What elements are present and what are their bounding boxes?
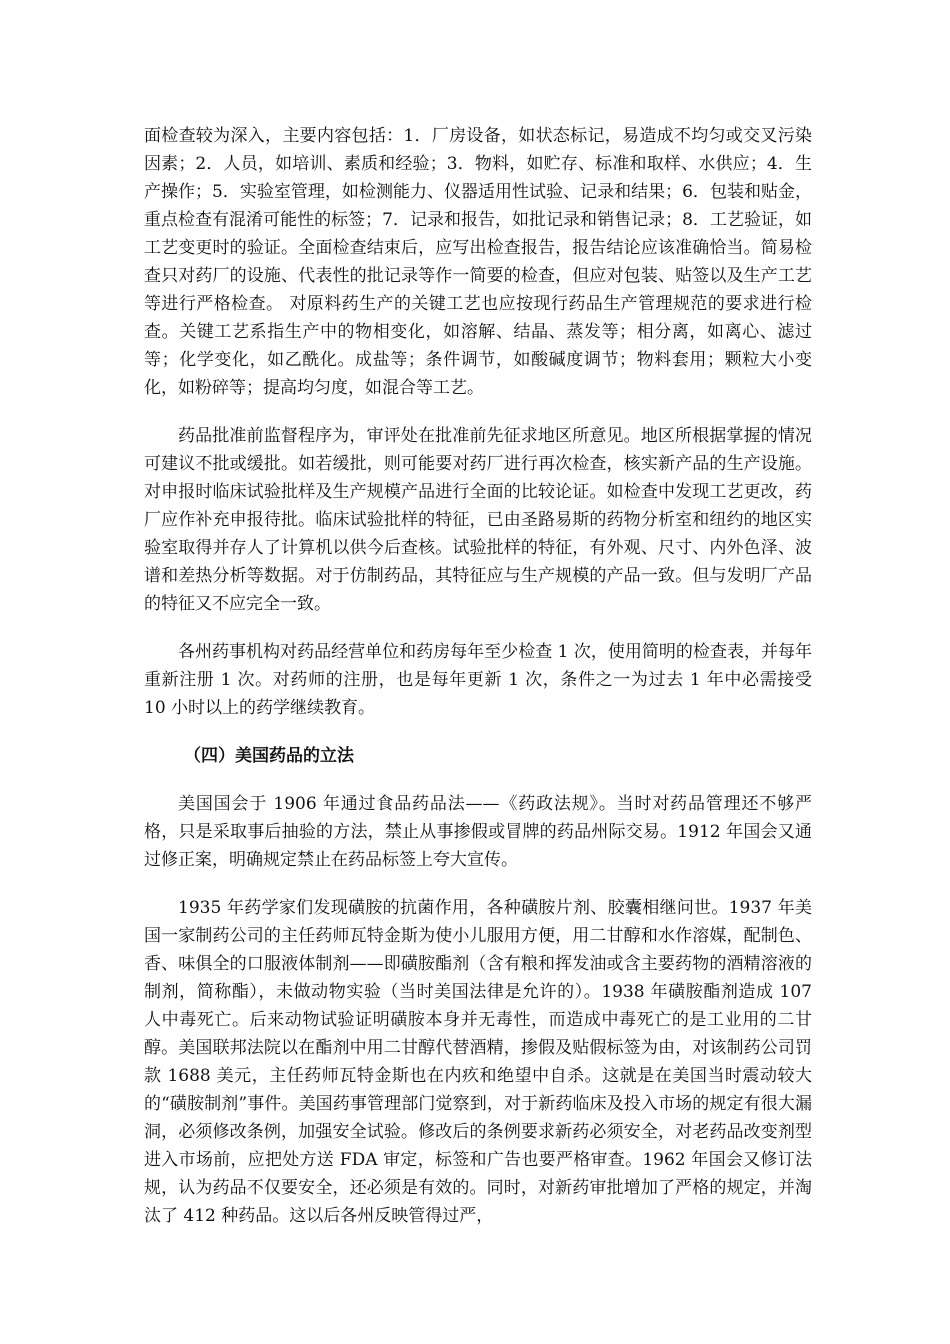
paragraph-sulfanilamide-incident: 1935 年药学家们发现磺胺的抗菌作用，各种磺胺片剂、胶囊相继问世。1937 年美国一家制药公司的主任药师瓦特金斯为使小儿服用方便，用二甘醇和水作溶媒，配制色、香、味俱全的口服液体制剂——即磺胺酯剂（含有粮和挥发油或含主要药物的酒精溶液的制剂，简称酯），未做动物实验（当时美国法律是允许的）。1938 年磺胺酯剂造成 107 人中毒死亡。后来动物试验证明磺胺本身并无毒性，而造成中毒死亡的是工业用的二甘醇。美国联邦法院以在酯剂中用二甘醇代替酒精，掺假及贴假标签为由，对该制药公司罚款 1688 美元，主任药师瓦特金斯也在内疚和绝望中自杀。这就是在美国当时震动较大的“磺胺制剂”事件。美国药事管理部门觉察到，对于新药临床及投入市场的规定有很大漏洞，必须修改条例，加强安全试验。修改后的条例要求新药必须安全，对老药品改变剂型进入市场前，应把处方送 FDA 审定，标签和广告也要严格审查。1962 年国会又修订法规，认为药品不仅要安全，还必须是有效的。同时，对新药审批增加了严格的规定，并淘汰了 412 种药品。这以后各州反映管得过严， xyxy=(144,898,812,1226)
paragraph-pre-approval-procedure: 药品批准前监督程序为，审评处在批准前先征求地区所意见。地区所根据掌握的情况可建议不批或缓批。如若缓批，则可能要对药厂进行再次检查，核实新产品的生产设施。对申报时临床试验批样及生产规模产品进行全面的比较论证。如检查中发现工艺更改，药厂应作补充申报待批。临床试验批样的特征，已由圣路易斯的药物分析室和纽约的地区实验室取得并存人了计算机以供今后查核。试验批样的特征，有外观、尺寸、内外色泽、波谱和差热分析等数据。对于仿制药品，其特征应与生产规模的产品一致。但与发明厂产品的特征又不应完全一致。 xyxy=(144,426,812,614)
document-body xyxy=(144,122,812,1230)
paragraph-state-inspection: 各州药事机构对药品经营单位和药房每年至少检查 1 次，使用简明的检查表，并每年重新注册 1 次。对药师的注册，也是每年更新 1 次，条件之一为过去 1 年中必需接受 10 小时以上的药学继续教育。 xyxy=(144,642,812,718)
section-heading-us-drug-legislation: （四）美国药品的立法 xyxy=(184,746,354,766)
paragraph-inspection-details: 面检查较为深入，主要内容包括：1．厂房设备，如状态标记，易造成不均匀或交叉污染因素；2．人员，如培训、素质和经验；3．物料，如贮存、标准和取样、水供应；4．生产操作；5．实验室管理，如检测能力、仪器适用性试验、记录和结果；6．包装和贴金，重点检查有混淆可能性的标签；7．记录和报告，如批记录和销售记录；8．工艺验证，如工艺变更时的验证。全面检查结束后，应写出检查报告，报告结论应该准确恰当。简易检查只对药厂的设施、代表性的批记录等作一简要的检查，但应对包装、贴签以及生产工艺等进行严格检查。 对原料药生产的关键工艺也应按现行药品生产管理规范的要求进行检查。关键工艺系指生产中的物相变化，如溶解、结晶、蒸发等；相分离，如离心、滤过等；化学变化，如乙酰化。成盐等；条件调节，如酸碱度调节；物料套用；颗粒大小变化，如粉碎等；提高均匀度，如混合等工艺。 xyxy=(144,126,812,398)
paragraph-1906-law: 美国国会于 1906 年通过食品药品法——《药政法规》。当时对药品管理还不够严格，只是采取事后抽验的方法，禁止从事掺假或冒牌的药品州际交易。1912 年国会又通过修正案，明确规定禁止在药品标签上夸大宣传。 xyxy=(144,794,812,870)
